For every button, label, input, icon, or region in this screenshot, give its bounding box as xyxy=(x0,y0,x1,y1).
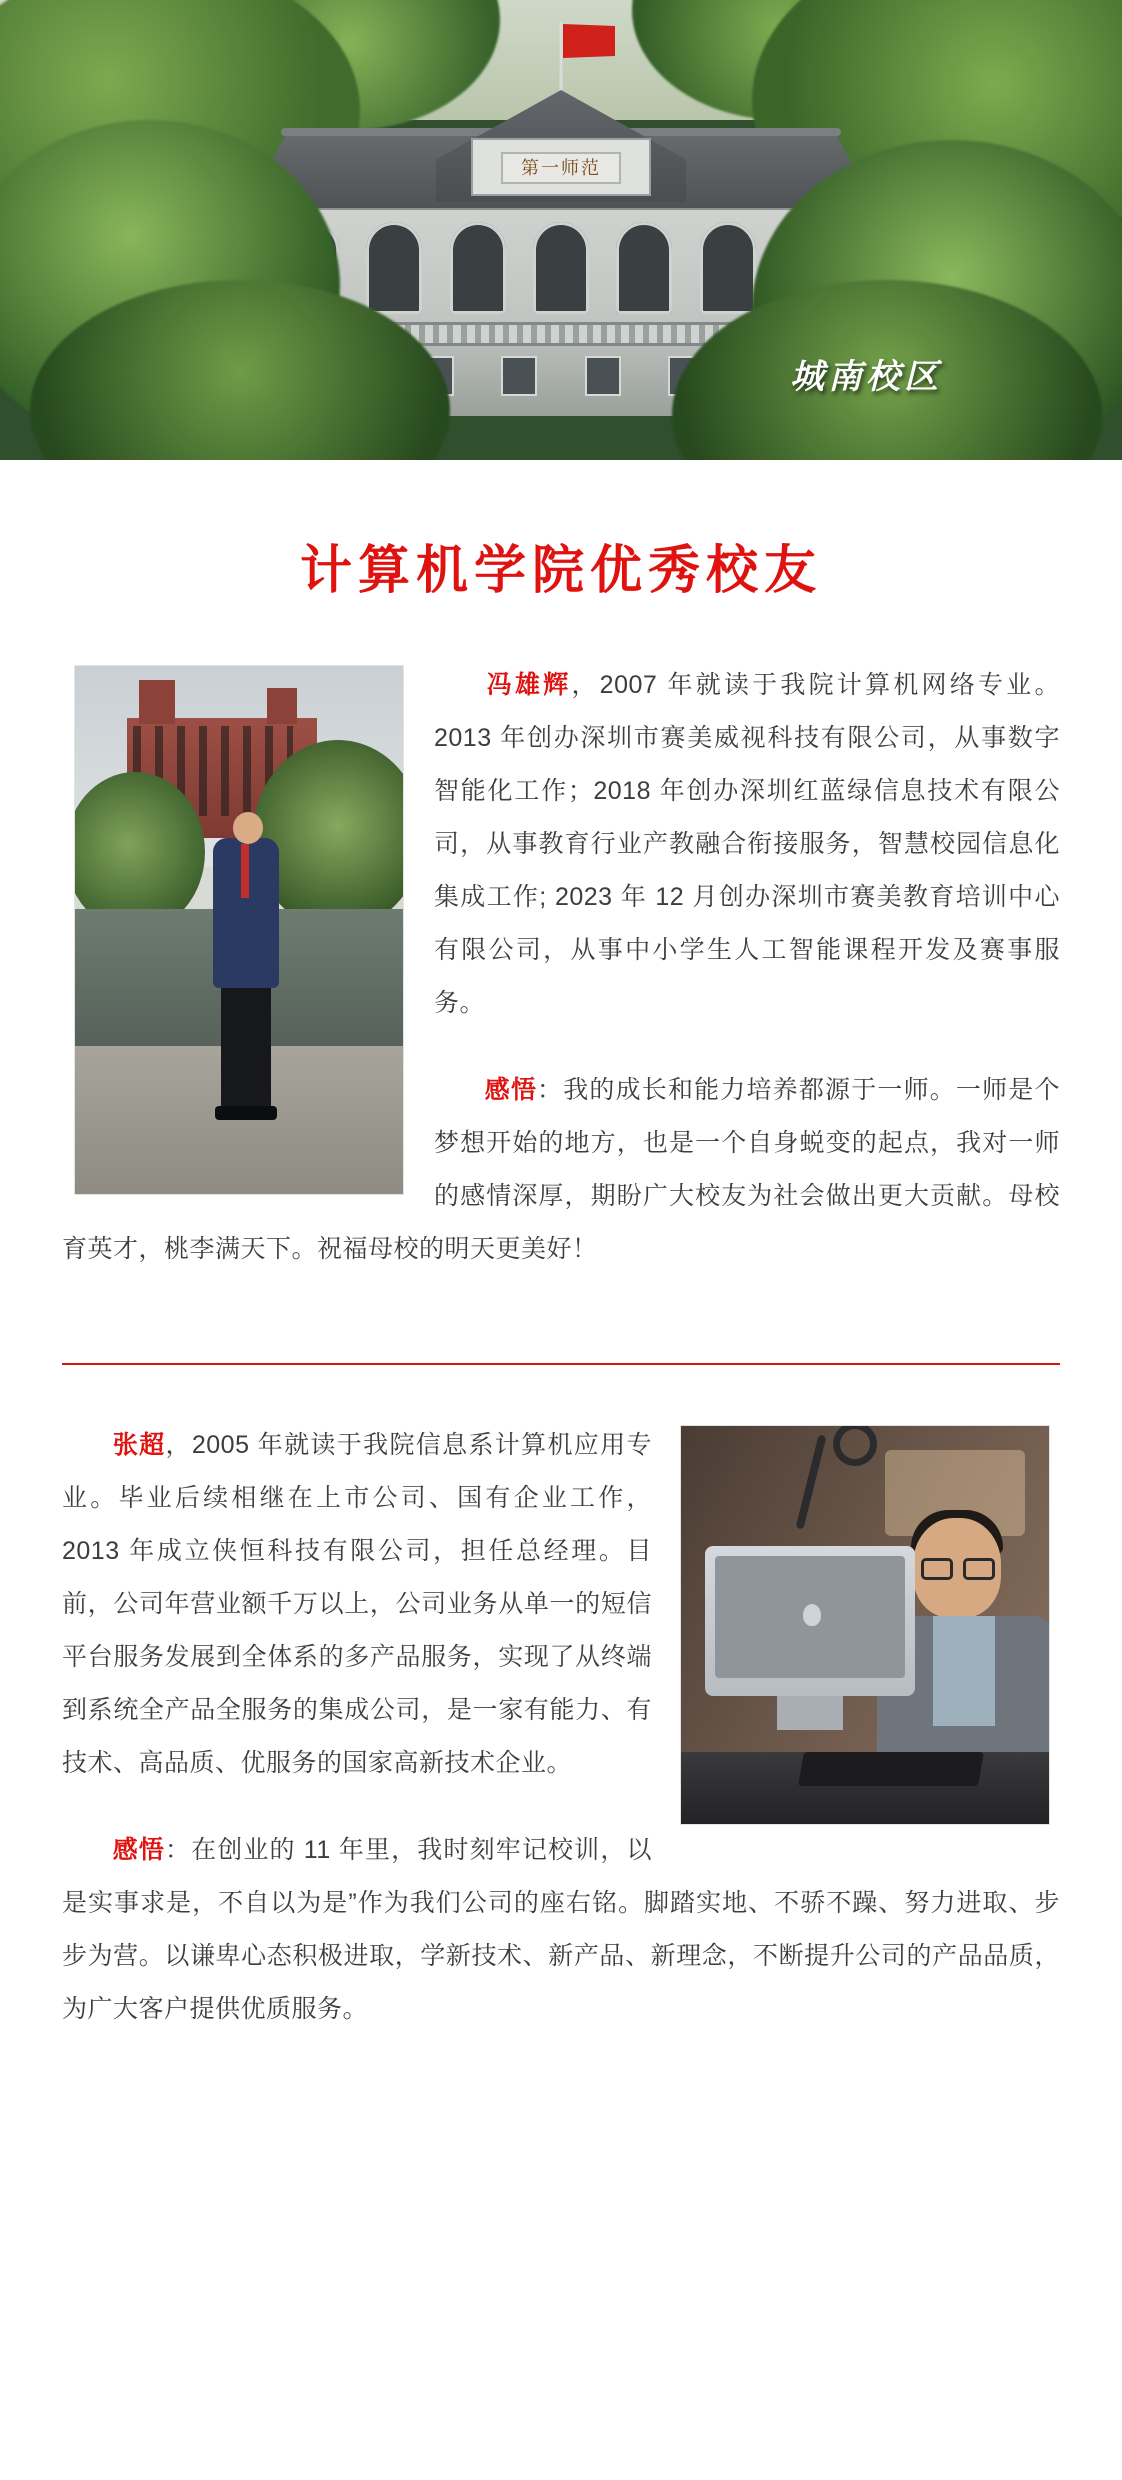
page-title: 计算机学院优秀校友 xyxy=(299,543,822,600)
insight-label-2: 感悟 xyxy=(112,1836,165,1864)
arch xyxy=(450,222,506,314)
national-flag-icon xyxy=(563,24,615,58)
window xyxy=(585,356,621,396)
alumnus-photo-2 xyxy=(680,1425,1050,1825)
photo-person-glasses xyxy=(921,1558,953,1580)
alumnus-bio-text-1: ，2007 年就读于我院计算机网络专业。2013 年创办深圳市赛美威视科技有限公司，从事数字智能化工作；2018 年创办深圳红蓝绿信息技术有限公司，从事教育行业产教融合衔接服务，智慧校园信息化集成工作; 2023 年 12 月创办深圳市赛美教育培训中心有限公司，从事中小学生人工智能课程开发及赛事服务。 xyxy=(434,671,1060,1017)
insight-text-1: ：我的成长和能力培养都源于一师。一师是个梦想开始的地方，也是一个自身蜕变的起点，我对一师的感情深厚，期盼广大校友为社会做出更大贡献。母校育英才，桃李满天下。祝福母校的明天更美好！ xyxy=(62,1076,1060,1263)
alumnus-block-2 xyxy=(62,1419,1060,2061)
hero-image xyxy=(0,0,1122,460)
insight-label-1: 感悟 xyxy=(484,1076,538,1104)
section-divider xyxy=(62,1363,1060,1365)
alumnus-name-2: 张超 xyxy=(112,1431,166,1459)
alumnus-name-1: 冯雄辉 xyxy=(484,671,572,699)
photo-person-legs xyxy=(221,982,271,1110)
alumnus-block-1 xyxy=(62,659,1060,1301)
flag-pole xyxy=(560,22,563,94)
photo-person-shirt xyxy=(933,1616,995,1726)
window xyxy=(501,356,537,396)
arch xyxy=(533,222,589,314)
article-content xyxy=(0,528,1122,2151)
hero-caption: 城南校区 xyxy=(790,359,942,396)
building-plaque: 第一师范 xyxy=(501,152,621,184)
bottom-spacer xyxy=(62,2061,1060,2151)
photo-person-head xyxy=(233,812,263,844)
alumnus-photo-1 xyxy=(74,665,404,1195)
photo-laptop-stand xyxy=(777,1696,843,1730)
photo-person-glasses xyxy=(963,1558,995,1580)
alumnus-bio-text-2: ，2005 年就读于我院信息系计算机应用专业。毕业后续相继在上市公司、国有企业工作，2013 年成立侠恒科技有限公司，担任总经理。目前，公司年营业额千万以上，公司业务从单一的短信平台服务发展到全体系的多产品服务，实现了从终端到系统全产品全服务的集成公司，是一家有能力、有技术、高品质、优服务的国家高新技术企业。 xyxy=(62,1431,652,1777)
arch xyxy=(700,222,756,314)
arch xyxy=(366,222,422,314)
photo-person-lanyard xyxy=(241,844,249,898)
photo-keyboard xyxy=(798,1752,984,1786)
alumnus-insight-2 xyxy=(62,1824,1060,2036)
photo-person-shoes xyxy=(215,1106,277,1120)
photo-tree xyxy=(74,772,205,932)
arch xyxy=(616,222,672,314)
insight-text-2: ：在创业的 11 年里，我时刻牢记校训，以是实事求是，不自以为是”作为我们公司的座右铭。脚踏实地、不骄不躁、努力进取、步步为营。以谦卑心态积极进取，学新技术、新产品、新理念，不断提升公司的产品品质，为广大客户提供优质服务。 xyxy=(62,1836,1060,2023)
photo-laptop-logo-icon xyxy=(803,1604,821,1626)
